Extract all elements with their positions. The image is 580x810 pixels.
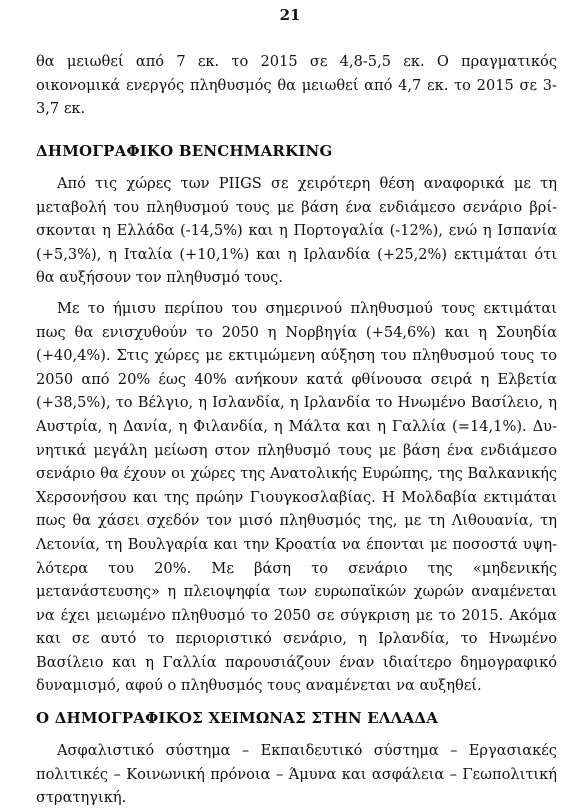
section1-body [36, 172, 557, 698]
section-heading-demographic-benchmarking: ΔΗΜΟΓΡΑΦΙΚΟ BENCHMARKING [36, 142, 333, 160]
section2-paragraph-1: Ασφαλιστικό σύστημα – Εκπαιδευτικό σύστημα – Εργασιακές πολιτικές – Κοινωνική πρόνοια – Άμυνα και ασφάλεια – Γεωπολιτική στρατηγική. [36, 742, 557, 807]
page-number: 21 [279, 6, 301, 24]
section2-body [36, 739, 557, 810]
intro-paragraph-block [36, 50, 557, 121]
section1-paragraph-2: Με το ήμισυ περίπου του σημερινού πληθυσμού τους εκτιμάται πως θα ενισχυθούν το 2050 η Νορβηγία (+54,6%) και η Σουηδία (+40,4%). Στις χώρες με εκτιμώμενη αύξηση του πληθυσμού τους το 2050 από 20% έως 40% ανήκουν κατά φθίνουσα σειρά η Ελβετία (+38,5%), το Βέλγιο, η Ισλανδία, η Ιρλανδία το Ηνωμένο Βασίλειο, η Αυστρία, η Δανία, η Φιλανδία, η Μάλτα και η Γαλλία (=14,1%). Δυνητικά μεγάλη μείωση στον πληθυσμό τους με βάση ένα ενδιάμεσο σενάριο θα έχουν οι χώρες της Ανατολικής Ευρώπης, της Βαλκανικής Χερσονήσου και της πρώην Γιουγκοσλαβίας. Η Μολδαβία εκτιμάται πως θα χάσει σχεδόν τον μισό πληθυσμός της, με τη Λιθουανία, τη Λετονία, τη Βουλγαρία και την Κροατία να έπονται με ποσοστά υψηλότερα του 20%. Με βάση το σενάριο της «μηδενικής μετανάστευσης» η πλειοψηφία των ευρωπαϊκών χωρών αναμένεται να έχει μειωμένο πληθυσμό το 2050 σε σύγκριση με το 2015. Ακόμα και σε αυτό το περιοριστικό σενάριο, η Ιρλανδία, το Ηνωμένο Βασίλειο και η Γαλλία παρουσιάζουν έναν ιδιαίτερο δημογραφικό δυναμισμό, αφού ο πληθυσμός τους αναμένεται να αυξηθεί. [36, 299, 557, 695]
intro-paragraph: θα μειωθεί από 7 εκ. το 2015 σε 4,8-5,5 εκ. Ο πραγματικός οικονομικά ενεργός πληθυσμός θα μειωθεί από 4,7 εκ. το 2015 σε 3-3,7 εκ. [36, 53, 557, 118]
section1-paragraph-1: Από τις χώρες των PIIGS σε χειρότερη θέση αναφορικά με τη μεταβολή του πληθυσμού τους με βάση ένα ενδιάμεσο σενάριο βρίσκονται η Ελλάδα (-14,5%) και η Πορτογαλία (-12%), ενώ η Ισπανία (+5,3%), η Ιταλία (+10,1%) και η Ιρλανδία (+25,2%) εκτιμάται ότι θα αυξήσουν τον πληθυσμό τους. [36, 175, 557, 287]
section-heading-demographic-winter-greece: Ο ΔΗΜΟΓΡΑΦΙΚΟΣ ΧΕΙΜΩΝΑΣ ΣΤΗΝ ΕΛΛΑΔΑ [36, 709, 439, 727]
